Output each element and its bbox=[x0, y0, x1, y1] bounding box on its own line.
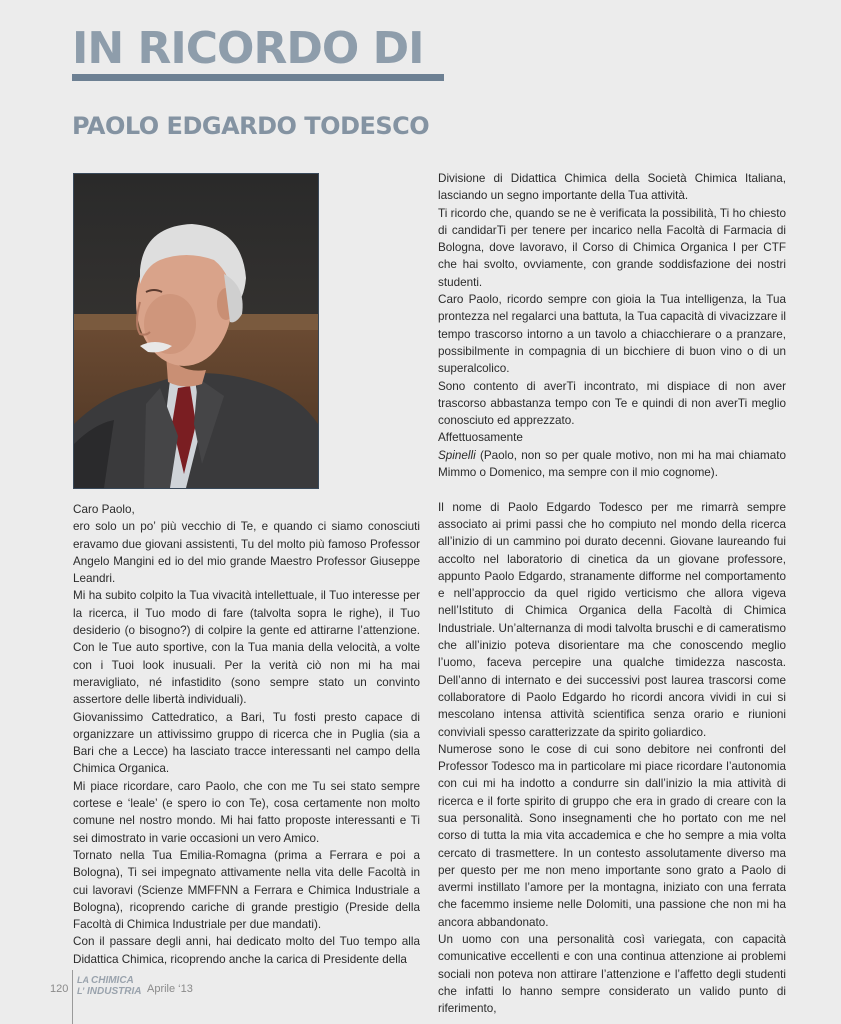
signature-paragraph bbox=[438, 447, 786, 482]
footer-divider bbox=[72, 970, 73, 1024]
title-underline bbox=[72, 74, 444, 81]
page-title: IN RICORDO DI bbox=[72, 23, 424, 74]
paragraph: Affettuosamente bbox=[438, 431, 523, 445]
issue-date: Aprile ‘13 bbox=[147, 983, 193, 995]
signature-note: (Paolo, non so per quale motivo, non mi ha mai chiamato Mimmo o Domenico, ma sempre con il mio cognome). bbox=[438, 448, 786, 480]
portrait-photo bbox=[73, 173, 319, 489]
paragraph: Il nome di Paolo Edgardo Todesco per me rimarrà sempre associato ai primi passi che ho compiuto nel mondo della ricerca all’inizio di un cammino poi durato decenni. Giovane laureando fui accolto nel laboratorio di cinetica da un giovane professore, appunto Paolo Edgardo, stranamente difforme nel comportamento e nell’approccio da quel rigido verticismo che allora vigeva nell’Istituto di Chimica Organica della Facoltà di Chimica Industriale. Un’alternanza di modi talvolta bruschi e di cameratismo che all’inizio poteva disorientare ma che conoscendo meglio l’uomo, faceva percepire una qualche timidezza nascosta. Dell’anno di internato e dei successivi post laurea trascorsi come collaboratore di Paolo Edgardo ho ricordi ancora vividi in cui si mescolano intensa attività scientifica senza orario e riunioni conviviali spesso caratterizzate da spirito goliardico. bbox=[438, 500, 786, 739]
article-left-column bbox=[73, 501, 420, 968]
paragraph: Mi piace ricordare, caro Paolo, che con me Tu sei stato sempre cortese e ‘leale’ (e spero io con Te), cosa certamente non molto comune nel nostro mondo. Mi hai fatto proposte interessanti e Ti sei dimostrato in varie occasioni un vero Amico. bbox=[73, 779, 420, 845]
paragraph: Caro Paolo, ricordo sempre con gioia la Tua intelligenza, la Tua prontezza nel regalarci una battuta, la Tua capacità di vivacizzare il tempo trascorso intorno a un tavolo a chiacchierare o a pranzare, possibilmente in compagnia di un bicchiere di buon vino o di un superalcolico. bbox=[438, 293, 786, 376]
magazine-logo bbox=[77, 972, 145, 1003]
paragraph: Giovanissimo Cattedratico, a Bari, Tu fosti presto capace di organizzare un attivissimo gruppo di ricerca che in Puglia (sia a Bari che a Lecce) ha lasciato tracce interessanti nel campo della Chimica Organica. bbox=[73, 710, 420, 776]
svg-text:INDUSTRIA: INDUSTRIA bbox=[87, 986, 142, 997]
paragraph: Un uomo con una personalità così variegata, con capacità comunicative eccellenti e con una continua attenzione ai problemi sociali non poteva non attirare l’attenzione e l’affetto degli studenti che infatti lo hanno sempre considerato un valido punto di riferimento, bbox=[438, 933, 786, 1016]
page-number: 120 bbox=[50, 983, 69, 995]
svg-text:L’: L’ bbox=[77, 986, 85, 996]
paragraph: Divisione di Didattica Chimica della Società Chimica Italiana, lasciando un segno importante della Tua attività. bbox=[438, 172, 786, 203]
paragraph: Numerose sono le cose di cui sono debitore nei confronti del Professor Todesco ma in particolare mi piace ricordare l’autonomia con cui mi ha indotto a condurre sin dall’inizio la mia attività di ricerca e il forte spirito di gruppo che era in grado di creare con la sua personalità. Sono insegnamenti che ho portato con me nel corso di tutta la mia vita accademica e che ho sempre a mia volta cercato di trasmettere. In un contesto assolutamente diverso ma per questo per me non meno importante sono grato a Paolo di avermi instillato l’amore per la montagna, iniziato con una ferrata che facemmo insieme nelle Dolomiti, una passione che non mi ha ancora abbandonato. bbox=[438, 742, 786, 929]
paragraph: Caro Paolo, bbox=[73, 503, 135, 516]
svg-text:CHIMICA: CHIMICA bbox=[91, 975, 134, 986]
svg-text:LA: LA bbox=[77, 975, 89, 985]
article-right-column bbox=[438, 170, 786, 1018]
paragraph: Con il passare degli anni, hai dedicato molto del Tuo tempo alla Didattica Chimica, ricoprendo anche la carica di Presidente della bbox=[73, 935, 420, 966]
paragraph: ero solo un po’ più vecchio di Te, e quando ci siamo conosciuti eravamo due giovani assistenti, Tu del molto più famoso Professor Angelo Mangini ed io del mio grande Maestro Professor Giuseppe Leandri. bbox=[73, 520, 420, 586]
page-subtitle: PAOLO EDGARDO TODESCO bbox=[72, 112, 430, 140]
paragraph: Tornato nella Tua Emilia-Romagna (prima a Ferrara e poi a Bologna), Ti sei impegnato attivamente nella vita delle Facoltà in cui lavoravi (Scienze MMFFNN a Ferrara e Chimica Industriale a Bologna), ricoprendo cariche di grande prestigio (Preside della Facoltà di Chimica Industriale per due mandati). bbox=[73, 848, 420, 932]
paragraph: Sono contento di averTi incontrato, mi dispiace di non aver trascorso abbastanza tempo con Te e quindi di non averTi meglio conosciuto ed apprezzato. bbox=[438, 379, 786, 428]
paragraph: Ti ricordo che, quando se ne è verificata la possibilità, Ti ho chiesto di candidarTi per tenere per incarico nella Facoltà di Farmacia di Bologna, dove lavoravo, il Corso di Chimica Organica I per CTF che hai svolto, ovviamente, con grande soddisfazione dei nostri studenti. bbox=[438, 206, 786, 289]
paragraph: Mi ha subito colpito la Tua vivacità intellettuale, il Tuo interesse per la ricerca, il Tuo modo di fare (talvolta sopra le righe), il Tuo desiderio (o bisogno?) di colpire la gente ed attirarne l’attenzione. Con le Tue auto sportive, con la Tua mania della velocità, a volte con i Tuoi look inusuali. Per la verità ciò non mi ha mai meravigliato, né infastidito (sono sempre stato un convinto assertore delle libertà individuali). bbox=[73, 589, 420, 707]
signature-name: Spinelli bbox=[438, 448, 476, 462]
